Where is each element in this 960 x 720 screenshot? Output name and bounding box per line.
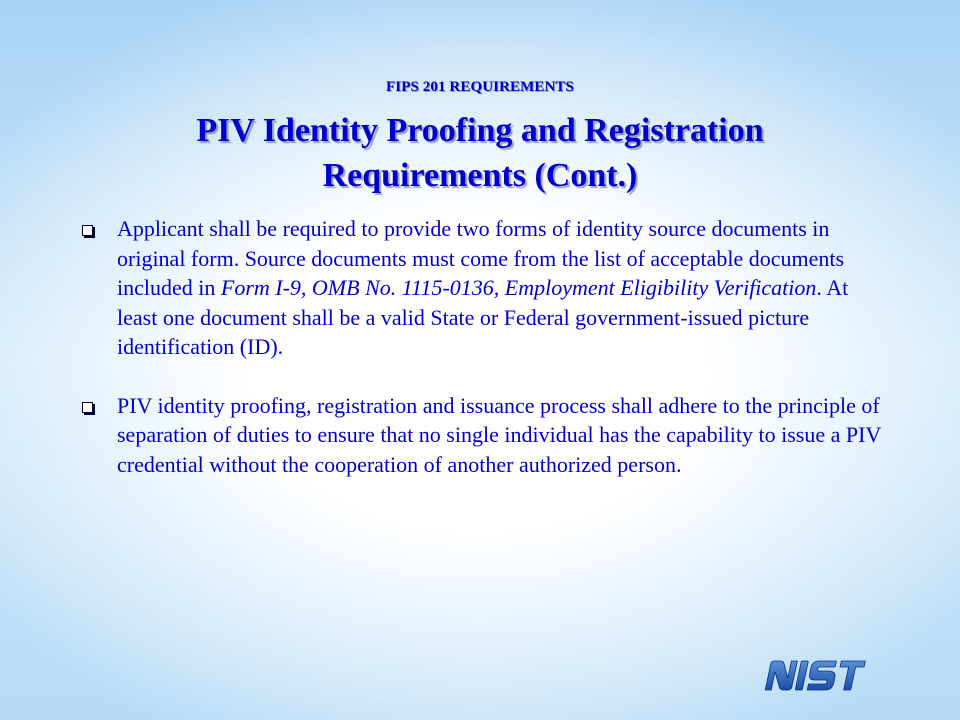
- nist-logo-icon: [762, 658, 872, 694]
- slide-title-line-2: Requirements (Cont.): [322, 157, 638, 194]
- hollow-square-bullet-icon: [82, 402, 93, 413]
- bullet-text-form-reference: Form I-9, OMB No. 1115-0136, Employment Eligibility Verification: [220, 275, 817, 300]
- bullet-text: PIV identity proofing, registration and issuance process shall adhere to the principle of separation of duties to ensure that no single individual has the capability to issue a PIV credential without the cooperation of another authorized person.: [117, 392, 881, 477]
- nist-logo-graphic: [762, 658, 872, 694]
- bullet-item-separation-of-duties: [82, 391, 882, 480]
- slide-title: [0, 108, 960, 198]
- slide-kicker: FIPS 201 REQUIREMENTS: [386, 79, 574, 95]
- bullet-list: [82, 214, 882, 508]
- bullet-item-identity-documents: [82, 214, 882, 362]
- bullet-text-end: . At least one document shall be a valid State or Federal government-issued picture identification (ID).: [117, 275, 849, 359]
- bullet-text-start: Applicant shall be required to provide two forms of identity source documents in original form. Source documents must come from the list of acceptable documents included in: [117, 216, 845, 300]
- hollow-square-bullet-icon: [82, 225, 93, 236]
- slide-title-line-1: PIV Identity Proofing and Registration: [196, 112, 764, 149]
